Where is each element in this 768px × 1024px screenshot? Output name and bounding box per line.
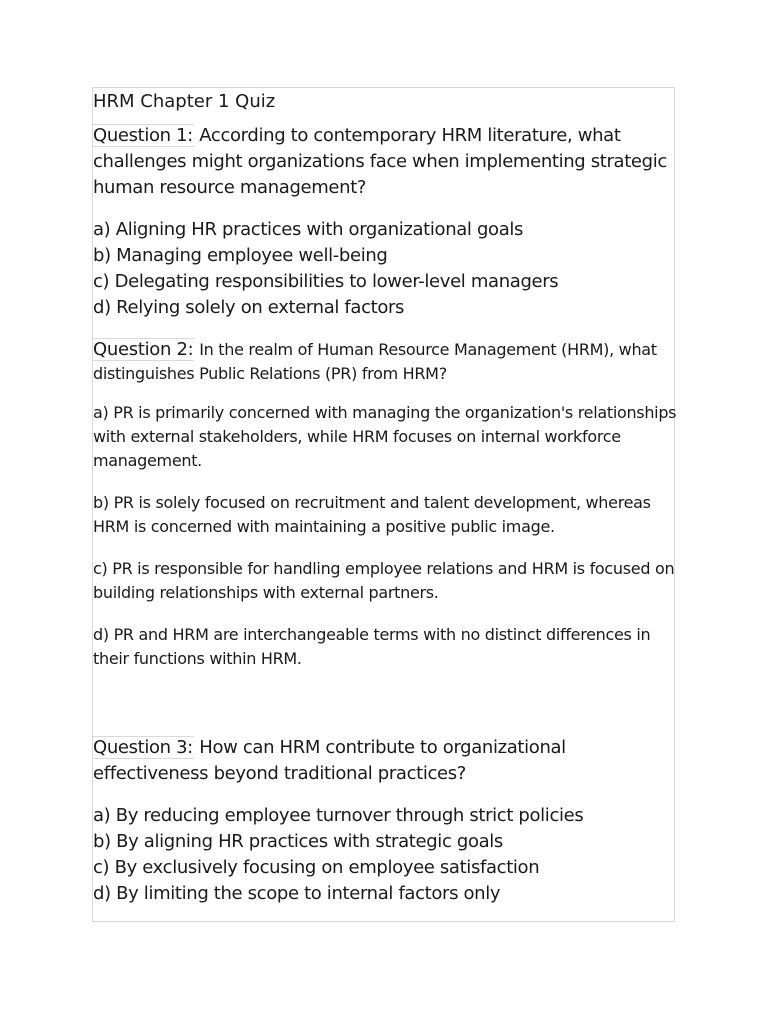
question-2-stem: [93, 338, 677, 386]
question-3-options: [93, 803, 677, 907]
question-2-option-a: a) PR is primarily concerned with managing the organization's relationships with external stakeholders, while HRM focuses on internal workforce management.: [93, 403, 677, 470]
document-title: HRM Chapter 1 Quiz: [93, 91, 276, 112]
question-1-options: [93, 217, 677, 321]
question-3-text: How can HRM contribute to organizational effectiveness beyond traditional practices?: [93, 737, 566, 784]
question-3-option-a: a) By reducing employee turnover through strict policies: [93, 805, 584, 826]
question-1-label: Question 1:: [93, 125, 193, 146]
question-1-option-d: d) Relying solely on external factors: [93, 297, 405, 318]
question-3: [93, 735, 677, 787]
question-1-stem: [93, 123, 677, 201]
question-2-option-d: d) PR and HRM are interchangeable terms with no distinct differences in their functions within HRM.: [93, 625, 651, 668]
question-3-option-b: b) By aligning HR practices with strategic goals: [93, 831, 503, 852]
question-2-label: Question 2:: [93, 339, 194, 360]
question-1-option-c: c) Delegating responsibilities to lower-level managers: [93, 271, 559, 292]
question-1-option-b: b) Managing employee well-being: [93, 245, 388, 266]
question-1: [93, 123, 677, 201]
question-2-option-b: b) PR is solely focused on recruitment and talent development, whereas HRM is concerned with maintaining a positive public image.: [93, 493, 651, 536]
question-1-text: According to contemporary HRM literature, what challenges might organizations face when implementing strategic human resource management?: [93, 125, 667, 198]
question-3-stem: [93, 735, 677, 787]
question-2-text: In the realm of Human Resource Management (HRM), what distinguishes Public Relations (PR) from HRM?: [93, 340, 657, 383]
question-3-option-d: d) By limiting the scope to internal factors only: [93, 883, 501, 904]
document-content: [93, 90, 677, 907]
question-2-option-c: c) PR is responsible for handling employee relations and HRM is focused on building relationships with external partners.: [93, 559, 675, 602]
question-2: [93, 338, 677, 386]
question-3-label: Question 3:: [93, 737, 193, 758]
question-1-option-a: a) Aligning HR practices with organizational goals: [93, 219, 524, 240]
question-3-option-c: c) By exclusively focusing on employee satisfaction: [93, 857, 540, 878]
